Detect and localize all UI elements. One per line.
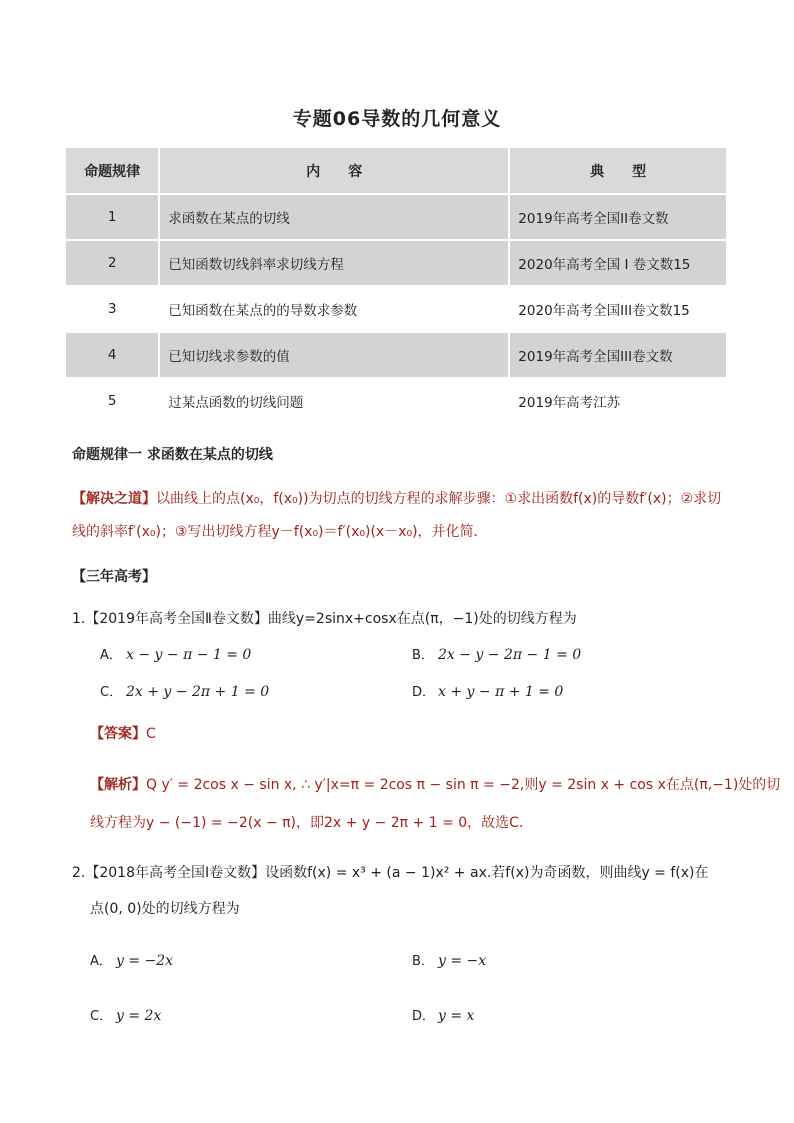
row-content: 过某点函数的切线问题 [160, 379, 508, 423]
row-content: 求函数在某点的切线 [160, 195, 508, 239]
option-letter: D． [412, 685, 436, 700]
solution-way-line-1 [72, 488, 721, 508]
row-content: 已知切线求参数的值 [160, 333, 508, 377]
solution-way-label: 【解决之道】 [72, 491, 156, 507]
question-2-stem-line-2: 点(0, 0)处的切线方程为 [90, 901, 240, 917]
option-text: y = x [438, 1008, 475, 1024]
row-content: 已知函数在某点的的导数求参数 [160, 287, 508, 331]
q1-option-c [100, 681, 269, 700]
q2-option-a [90, 950, 173, 969]
option-text: x + y − π + 1 = 0 [438, 684, 564, 700]
option-letter: C． [90, 1009, 113, 1024]
option-text: x − y − π − 1 = 0 [126, 647, 252, 663]
option-text: y = 2x [116, 1008, 162, 1024]
q1-analysis-line-2: 线方程为y − (−1) = −2(x − π)，即2x + y − 2π + 1 = 0，故选C． [90, 815, 533, 831]
q2-option-c [90, 1005, 161, 1024]
row-typical: 2019年高考江苏 [510, 379, 726, 423]
q2-option-d [412, 1005, 474, 1024]
question-number: 2. [72, 865, 86, 881]
row-typical: 2019年高考全国II卷文数 [510, 195, 726, 239]
question-2-stem [72, 862, 709, 882]
table-row [66, 195, 726, 239]
option-letter: D． [412, 1009, 436, 1024]
question-text: 曲线y=2sinx+cosx在点(π，−1)处的切线方程为 [267, 611, 577, 627]
question-number: 1. [72, 611, 86, 627]
header-rule: 命题规律 [66, 148, 158, 193]
q1-option-d [412, 681, 563, 700]
option-text: 2x − y − 2π − 1 = 0 [438, 647, 582, 663]
option-text: 2x + y − 2π + 1 = 0 [126, 684, 270, 700]
row-number: 2 [66, 241, 158, 285]
analysis-text: Q y′ = 2cos x − sin x, ∴ y′|x=π = 2cos π − sin π = −2,则y = 2sin x + cos x在点(π,−1)处的切 [146, 777, 781, 793]
option-letter: C． [100, 685, 123, 700]
question-source: 【2018年高考全国Ⅰ卷文数】 [85, 865, 266, 881]
option-letter: B． [412, 648, 434, 663]
q1-option-b [412, 644, 581, 663]
row-typical: 2019年高考全国III卷文数 [510, 333, 726, 377]
question-text: 设函数f(x) = x³ + (a − 1)x² + ax.若f(x)为奇函数，则曲线y = f(x)在 [265, 865, 709, 881]
three-years-heading: 【三年高考】 [72, 569, 156, 585]
q1-analysis-line-1 [90, 774, 780, 794]
table-row [66, 333, 726, 377]
option-text: y = −2x [116, 953, 174, 969]
page-title: 专题06导数的几何意义 [292, 108, 502, 130]
q2-option-b [412, 950, 486, 969]
table-header-row [66, 148, 726, 193]
row-number: 3 [66, 287, 158, 331]
question-1-stem [72, 608, 577, 628]
row-typical: 2020年高考全国III卷文数15 [510, 287, 726, 331]
q1-answer [90, 723, 156, 743]
section-heading: 命题规律一 求函数在某点的切线 [72, 447, 273, 463]
answer-value: C [146, 726, 156, 742]
table-row [66, 241, 726, 285]
table-row [66, 287, 726, 331]
table-row [66, 379, 726, 423]
solution-way-text: 以曲线上的点(x₀，f(x₀))为切点的切线方程的求解步骤：①求出函数f(x)的导数f′(x)；②求切 [156, 491, 722, 507]
header-content: 内 容 [160, 148, 508, 193]
option-text: y = −x [438, 953, 487, 969]
row-number: 5 [66, 379, 158, 423]
rules-table [64, 146, 728, 425]
answer-label: 【答案】 [90, 726, 146, 742]
row-typical: 2020年高考全国 I 卷文数15 [510, 241, 726, 285]
option-letter: B． [412, 954, 434, 969]
analysis-label: 【解析】 [90, 777, 146, 793]
option-letter: A． [100, 648, 122, 663]
option-letter: A． [90, 954, 112, 969]
q1-option-a [100, 644, 251, 663]
header-typical: 典 型 [510, 148, 726, 193]
row-number: 1 [66, 195, 158, 239]
solution-way-line-2: 线的斜率f′(x₀)；③写出切线方程y－f(x₀)＝f′(x₀)(x－x₀)，并化简． [72, 524, 488, 540]
row-number: 4 [66, 333, 158, 377]
row-content: 已知函数切线斜率求切线方程 [160, 241, 508, 285]
question-source: 【2019年高考全国Ⅱ卷文数】 [85, 611, 268, 627]
